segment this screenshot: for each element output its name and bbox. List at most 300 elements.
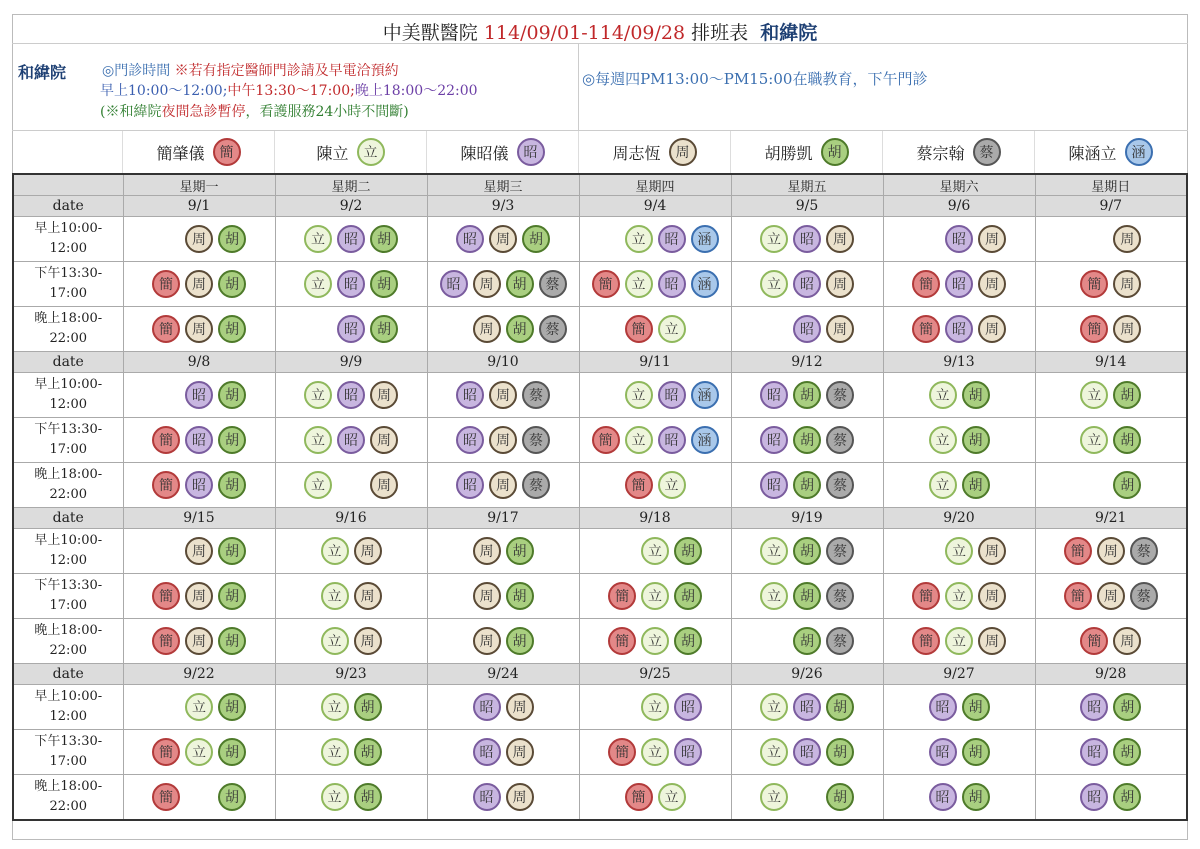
doctor-badge-li: 立 — [185, 693, 213, 721]
empty-slot — [912, 225, 940, 253]
doctor-badge-hu: 胡 — [522, 225, 550, 253]
doctor-badge-zhao: 昭 — [456, 381, 484, 409]
date-cell: 9/21 — [1035, 508, 1187, 529]
date-cell: 9/26 — [731, 664, 883, 685]
slot-label: 早上10:00- 12:00 — [13, 685, 123, 730]
schedule-cell — [427, 217, 579, 262]
schedule-cell — [883, 262, 1035, 307]
page-title — [0, 18, 1200, 45]
doctor-badge-li: 立 — [658, 471, 686, 499]
doctor-badge-hu: 胡 — [506, 315, 534, 343]
note-prefix: (※和緯院 — [100, 104, 162, 120]
info-divider — [578, 44, 579, 130]
doctor-badge-li: 立 — [321, 537, 349, 565]
doctor-badge-li: 立 — [641, 627, 669, 655]
doctor-badge-zhou: 周 — [506, 738, 534, 766]
date-row — [13, 196, 1187, 217]
doctor-name: 陳涵立 — [1068, 143, 1117, 163]
doctor-badge-jian: 簡 — [625, 471, 653, 499]
doctor-badge-cai: 蔡 — [1130, 537, 1158, 565]
weekday-header-row — [13, 174, 1187, 196]
date-cell: 9/25 — [579, 664, 731, 685]
schedule-cell — [731, 775, 883, 821]
doctor-badge-cai: 蔡 — [522, 426, 550, 454]
date-cell: 9/6 — [883, 196, 1035, 217]
doctor-badge-li: 立 — [321, 582, 349, 610]
schedule-cell — [731, 217, 883, 262]
schedule-cell — [427, 685, 579, 730]
doctor-badge-zhao: 昭 — [517, 138, 545, 166]
education-note: ◎每週四PM13:00～PM15:00在職教育，下午門診 — [582, 70, 928, 88]
empty-slot — [592, 225, 620, 253]
doctor-badge-li: 立 — [929, 471, 957, 499]
schedule-cell — [883, 775, 1035, 821]
weekday-header: 星期六 — [883, 174, 1035, 196]
doctor-badge-zhou: 周 — [185, 270, 213, 298]
doctor-badge-hu: 胡 — [506, 627, 534, 655]
title-prefix: 中美獸醫院 — [382, 22, 478, 44]
doctor-badge-hu: 胡 — [962, 426, 990, 454]
doctor-badge-han: 涵 — [691, 225, 719, 253]
doctor-badge-cai: 蔡 — [826, 381, 854, 409]
doctor-legend — [122, 131, 1188, 173]
doctor-badge-zhou: 周 — [185, 225, 213, 253]
doctor-badge-zhao: 昭 — [658, 270, 686, 298]
title-branch: 和緯院 — [760, 22, 818, 44]
doctor-badge-zhou: 周 — [978, 627, 1006, 655]
schedule-cell — [1035, 730, 1187, 775]
date-cell: 9/4 — [579, 196, 731, 217]
schedule-cell — [1035, 217, 1187, 262]
legend-item-li — [274, 131, 426, 173]
doctor-name: 周志恆 — [612, 143, 661, 163]
doctor-badge-jian: 簡 — [625, 315, 653, 343]
schedule-cell — [883, 574, 1035, 619]
doctor-badge-li: 立 — [760, 225, 788, 253]
doctor-badge-jian: 簡 — [625, 783, 653, 811]
slot-label: 下午13:30- 17:00 — [13, 262, 123, 307]
doctor-badge-zhao: 昭 — [185, 471, 213, 499]
doctor-badge-jian: 簡 — [912, 270, 940, 298]
doctor-badge-hu: 胡 — [218, 225, 246, 253]
doctor-badge-hu: 胡 — [793, 627, 821, 655]
doctor-badge-hu: 胡 — [674, 537, 702, 565]
empty-slot — [152, 381, 180, 409]
weekday-header: 星期五 — [731, 174, 883, 196]
schedule-cell — [1035, 574, 1187, 619]
slot-label: 下午13:30- 17:00 — [13, 574, 123, 619]
schedule-cell — [427, 307, 579, 352]
schedule-cell — [427, 529, 579, 574]
doctor-badge-zhou: 周 — [473, 582, 501, 610]
doctor-badge-zhao: 昭 — [337, 381, 365, 409]
doctor-badge-zhao: 昭 — [456, 426, 484, 454]
doctor-badge-zhao: 昭 — [337, 270, 365, 298]
doctor-badge-zhao: 昭 — [760, 381, 788, 409]
doctor-badge-zhao: 昭 — [1080, 738, 1108, 766]
title-dates: 114/09/01-114/09/28 — [483, 22, 686, 44]
schedule-cell — [1035, 463, 1187, 508]
date-cell: 9/3 — [427, 196, 579, 217]
schedule-cell — [123, 529, 275, 574]
doctor-badge-jian: 簡 — [152, 270, 180, 298]
doctor-badge-hu: 胡 — [1113, 381, 1141, 409]
schedule-cell — [579, 730, 731, 775]
slot-row — [13, 418, 1187, 463]
date-row — [13, 352, 1187, 373]
slot-label: 晚上18:00- 22:00 — [13, 619, 123, 664]
schedule-cell — [579, 463, 731, 508]
legend-item-hu — [730, 131, 882, 173]
doctor-badge-hu: 胡 — [218, 270, 246, 298]
legend-item-cai — [882, 131, 1034, 173]
doctor-name: 胡勝凱 — [764, 143, 813, 163]
doctor-badge-jian: 簡 — [152, 582, 180, 610]
doctor-badge-cai: 蔡 — [826, 471, 854, 499]
doctor-badge-han: 涵 — [691, 270, 719, 298]
doctor-badge-hu: 胡 — [1113, 783, 1141, 811]
doctor-badge-zhou: 周 — [370, 381, 398, 409]
doctor-badge-hu: 胡 — [218, 315, 246, 343]
doctor-badge-hu: 胡 — [1113, 738, 1141, 766]
doctor-badge-cai: 蔡 — [973, 138, 1001, 166]
schedule-cell — [731, 619, 883, 664]
doctor-badge-zhou: 周 — [826, 270, 854, 298]
schedule-cell — [123, 685, 275, 730]
hours-morning: 早上10:00～12:00; — [100, 83, 228, 99]
schedule-cell — [275, 418, 427, 463]
doctor-badge-zhou: 周 — [1113, 627, 1141, 655]
doctor-badge-li: 立 — [658, 315, 686, 343]
date-cell: 9/1 — [123, 196, 275, 217]
doctor-badge-zhao: 昭 — [929, 783, 957, 811]
slot-row — [13, 775, 1187, 821]
slot-row — [13, 529, 1187, 574]
doctor-badge-zhou: 周 — [1097, 582, 1125, 610]
schedule-cell — [275, 619, 427, 664]
doctor-badge-zhao: 昭 — [337, 426, 365, 454]
date-label: date — [13, 664, 123, 685]
date-cell: 9/13 — [883, 352, 1035, 373]
slot-label: 下午13:30- 17:00 — [13, 418, 123, 463]
doctor-badge-li: 立 — [304, 381, 332, 409]
date-cell: 9/12 — [731, 352, 883, 373]
date-cell: 9/23 — [275, 664, 427, 685]
doctor-badge-jian: 簡 — [608, 627, 636, 655]
doctor-badge-zhou: 周 — [473, 627, 501, 655]
doctor-badge-zhou: 周 — [370, 471, 398, 499]
doctor-badge-zhou: 周 — [669, 138, 697, 166]
doctor-badge-hu: 胡 — [218, 582, 246, 610]
doctor-badge-zhao: 昭 — [929, 738, 957, 766]
empty-slot — [592, 381, 620, 409]
doctor-badge-cai: 蔡 — [1130, 582, 1158, 610]
date-cell: 9/28 — [1035, 664, 1187, 685]
doctor-badge-li: 立 — [357, 138, 385, 166]
doctor-badge-hu: 胡 — [793, 426, 821, 454]
slot-label: 早上10:00- 12:00 — [13, 373, 123, 418]
doctor-badge-li: 立 — [304, 225, 332, 253]
doctor-badge-li: 立 — [304, 426, 332, 454]
doctor-badge-zhao: 昭 — [473, 693, 501, 721]
doctor-badge-zhou: 周 — [473, 537, 501, 565]
schedule-cell — [579, 418, 731, 463]
doctor-badge-zhou: 周 — [489, 225, 517, 253]
doctor-badge-zhou: 周 — [185, 627, 213, 655]
legend-item-zhou — [578, 131, 730, 173]
date-label: date — [13, 352, 123, 373]
schedule-cell — [883, 418, 1035, 463]
doctor-badge-hu: 胡 — [1113, 426, 1141, 454]
doctor-badge-zhao: 昭 — [945, 270, 973, 298]
doctor-badge-jian: 簡 — [1064, 582, 1092, 610]
slot-row — [13, 685, 1187, 730]
schedule-cell — [883, 619, 1035, 664]
doctor-badge-hu: 胡 — [506, 537, 534, 565]
schedule-cell — [427, 418, 579, 463]
doctor-badge-li: 立 — [760, 738, 788, 766]
slot-label: 下午13:30- 17:00 — [13, 730, 123, 775]
doctor-badge-zhao: 昭 — [456, 225, 484, 253]
empty-slot — [760, 315, 788, 343]
doctor-badge-li: 立 — [1080, 426, 1108, 454]
doctor-badge-li: 立 — [641, 537, 669, 565]
schedule-cell — [123, 217, 275, 262]
doctor-badge-jian: 簡 — [592, 426, 620, 454]
doctor-badge-li: 立 — [658, 783, 686, 811]
schedule-cell — [275, 262, 427, 307]
slot-row — [13, 730, 1187, 775]
schedule-cell — [275, 529, 427, 574]
doctor-badge-jian: 簡 — [152, 783, 180, 811]
doctor-badge-li: 立 — [185, 738, 213, 766]
schedule-cell — [275, 685, 427, 730]
doctor-badge-zhao: 昭 — [440, 270, 468, 298]
doctor-badge-han: 涵 — [1125, 138, 1153, 166]
doctor-badge-zhou: 周 — [1113, 270, 1141, 298]
schedule-cell — [123, 730, 275, 775]
doctor-badge-zhou: 周 — [978, 225, 1006, 253]
doctor-badge-li: 立 — [945, 537, 973, 565]
slot-label: 早上10:00- 12:00 — [13, 529, 123, 574]
schedule-cell — [1035, 529, 1187, 574]
doctor-name: 蔡宗翰 — [916, 143, 965, 163]
schedule-cell — [1035, 373, 1187, 418]
doctor-badge-li: 立 — [760, 783, 788, 811]
doctor-badge-li: 立 — [641, 582, 669, 610]
date-cell: 9/16 — [275, 508, 427, 529]
schedule-cell — [579, 217, 731, 262]
doctor-badge-cai: 蔡 — [826, 426, 854, 454]
empty-slot — [760, 627, 788, 655]
doctor-badge-jian: 簡 — [152, 315, 180, 343]
doctor-badge-hu: 胡 — [962, 783, 990, 811]
schedule-cell — [883, 307, 1035, 352]
doctor-badge-li: 立 — [760, 582, 788, 610]
doctor-badge-zhao: 昭 — [473, 738, 501, 766]
doctor-name: 簡肇儀 — [156, 143, 205, 163]
doctor-badge-zhao: 昭 — [456, 471, 484, 499]
doctor-badge-hu: 胡 — [218, 471, 246, 499]
schedule-cell — [275, 373, 427, 418]
doctor-badge-hu: 胡 — [826, 783, 854, 811]
schedule-cell — [579, 619, 731, 664]
schedule-cell — [123, 262, 275, 307]
date-cell: 9/2 — [275, 196, 427, 217]
slot-row — [13, 619, 1187, 664]
date-cell: 9/20 — [883, 508, 1035, 529]
doctor-badge-hu: 胡 — [674, 627, 702, 655]
doctor-badge-jian: 簡 — [912, 627, 940, 655]
doctor-badge-zhou: 周 — [370, 426, 398, 454]
doctor-badge-zhao: 昭 — [793, 693, 821, 721]
schedule-table — [12, 173, 1188, 821]
doctor-badge-zhou: 周 — [1113, 225, 1141, 253]
schedule-cell — [579, 685, 731, 730]
note-suffix: ，看護服務24小時不間斷) — [245, 104, 409, 120]
doctor-badge-zhou: 周 — [354, 627, 382, 655]
doctor-badge-zhao: 昭 — [793, 270, 821, 298]
slot-label: 晚上18:00- 22:00 — [13, 463, 123, 508]
info-panel — [12, 43, 1188, 131]
doctor-badge-hu: 胡 — [793, 381, 821, 409]
doctor-badge-zhao: 昭 — [658, 225, 686, 253]
doctor-badge-li: 立 — [304, 270, 332, 298]
doctor-badge-zhao: 昭 — [674, 738, 702, 766]
empty-slot — [793, 783, 821, 811]
hours-notice: ※若有指定醫師門診請及早電洽預約 — [174, 63, 399, 79]
doctor-badge-zhao: 昭 — [760, 426, 788, 454]
branch-label: 和緯院 — [18, 63, 67, 82]
doctor-badge-jian: 簡 — [152, 627, 180, 655]
schedule-cell — [883, 730, 1035, 775]
doctor-badge-hu: 胡 — [826, 738, 854, 766]
schedule-cell — [883, 685, 1035, 730]
doctor-badge-hu: 胡 — [218, 381, 246, 409]
schedule-cell — [579, 529, 731, 574]
doctor-badge-zhao: 昭 — [945, 225, 973, 253]
schedule-cell — [275, 463, 427, 508]
doctor-badge-hu: 胡 — [962, 381, 990, 409]
empty-slot — [337, 471, 365, 499]
hours-afternoon: 中午13:30～17:00; — [227, 83, 355, 99]
slot-row — [13, 217, 1187, 262]
date-cell: 9/10 — [427, 352, 579, 373]
doctor-badge-zhao: 昭 — [1080, 783, 1108, 811]
schedule-cell — [731, 685, 883, 730]
doctor-badge-hu: 胡 — [218, 426, 246, 454]
schedule-cell — [427, 373, 579, 418]
doctor-badge-hu: 胡 — [793, 471, 821, 499]
date-cell: 9/17 — [427, 508, 579, 529]
title-suffix: 排班表 — [691, 22, 749, 44]
schedule-cell — [427, 775, 579, 821]
schedule-cell — [579, 307, 731, 352]
doctor-badge-zhou: 周 — [489, 381, 517, 409]
doctor-badge-li: 立 — [625, 426, 653, 454]
doctor-badge-hu: 胡 — [1113, 471, 1141, 499]
slot-row — [13, 307, 1187, 352]
empty-slot — [304, 315, 332, 343]
doctor-badge-zhao: 昭 — [337, 315, 365, 343]
schedule-cell — [731, 574, 883, 619]
doctor-badge-cai: 蔡 — [826, 582, 854, 610]
note-red: 夜間急診暫停 — [161, 104, 246, 120]
empty-slot — [912, 537, 940, 565]
empty-slot — [152, 693, 180, 721]
doctor-badge-hu: 胡 — [674, 582, 702, 610]
doctor-badge-hu: 胡 — [506, 270, 534, 298]
doctor-badge-hu: 胡 — [793, 582, 821, 610]
hours-evening: 晚上18:00～22:00 — [354, 83, 478, 99]
date-cell: 9/22 — [123, 664, 275, 685]
schedule-cell — [427, 574, 579, 619]
date-cell: 9/27 — [883, 664, 1035, 685]
doctor-badge-jian: 簡 — [1064, 537, 1092, 565]
slot-label: 晚上18:00- 22:00 — [13, 775, 123, 821]
doctor-badge-hu: 胡 — [370, 315, 398, 343]
date-cell: 9/14 — [1035, 352, 1187, 373]
doctor-badge-li: 立 — [625, 381, 653, 409]
doctor-badge-jian: 簡 — [1080, 315, 1108, 343]
doctor-badge-zhao: 昭 — [185, 381, 213, 409]
doctor-badge-jian: 簡 — [608, 582, 636, 610]
hours-line — [100, 80, 478, 100]
date-label: date — [13, 508, 123, 529]
doctor-badge-hu: 胡 — [962, 738, 990, 766]
doctor-badge-zhao: 昭 — [793, 225, 821, 253]
doctor-badge-jian: 簡 — [152, 738, 180, 766]
doctor-badge-hu: 胡 — [354, 738, 382, 766]
doctor-badge-li: 立 — [625, 270, 653, 298]
schedule-cell — [275, 730, 427, 775]
schedule-cell — [275, 217, 427, 262]
doctor-badge-li: 立 — [929, 381, 957, 409]
weekday-header: 星期一 — [123, 174, 275, 196]
doctor-badge-li: 立 — [760, 537, 788, 565]
doctor-badge-cai: 蔡 — [522, 471, 550, 499]
date-cell: 9/11 — [579, 352, 731, 373]
doctor-badge-li: 立 — [321, 627, 349, 655]
schedule-cell — [579, 574, 731, 619]
doctor-badge-zhou: 周 — [1097, 537, 1125, 565]
doctor-badge-jian: 簡 — [1080, 627, 1108, 655]
date-row — [13, 508, 1187, 529]
doctor-badge-hu: 胡 — [370, 270, 398, 298]
empty-slot — [608, 693, 636, 721]
hours-heading: ◎門診時間 — [102, 63, 171, 79]
doctor-badge-hu: 胡 — [826, 693, 854, 721]
slot-label: 早上10:00- 12:00 — [13, 217, 123, 262]
doctor-badge-zhou: 周 — [185, 537, 213, 565]
schedule-cell — [427, 262, 579, 307]
doctor-badge-jian: 簡 — [1080, 270, 1108, 298]
doctor-badge-zhou: 周 — [978, 537, 1006, 565]
schedule-cell — [579, 373, 731, 418]
doctor-badge-cai: 蔡 — [826, 627, 854, 655]
schedule-cell — [1035, 418, 1187, 463]
empty-slot — [608, 537, 636, 565]
doctor-badge-hu: 胡 — [962, 693, 990, 721]
doctor-badge-jian: 簡 — [152, 426, 180, 454]
schedule-cell — [123, 307, 275, 352]
doctor-badge-li: 立 — [945, 582, 973, 610]
hours-title — [102, 60, 399, 80]
empty-slot — [152, 537, 180, 565]
doctor-badge-zhao: 昭 — [473, 783, 501, 811]
doctor-badge-zhao: 昭 — [1080, 693, 1108, 721]
empty-slot — [440, 315, 468, 343]
